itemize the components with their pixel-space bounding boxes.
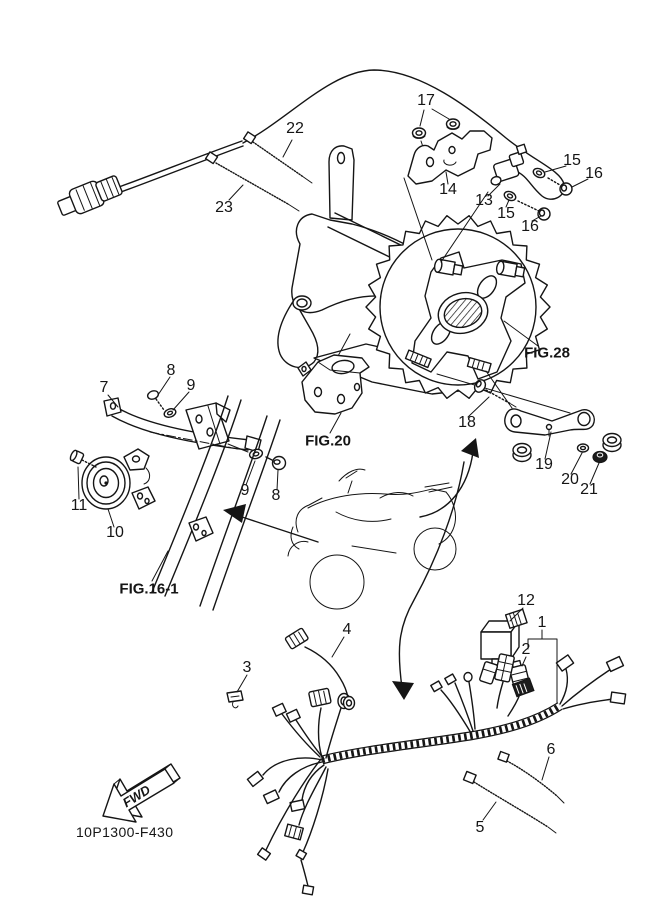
part-label-16: 16 xyxy=(585,165,603,182)
part-label-18: 18 xyxy=(458,414,476,431)
part-label-15: 15 xyxy=(497,205,515,222)
part-label-2: 2 xyxy=(521,641,531,658)
figure-code: 10P1300-F430 xyxy=(76,824,174,840)
part-label-7: 7 xyxy=(99,379,109,396)
part-label-10: 10 xyxy=(106,524,124,541)
part-label-8: 8 xyxy=(271,487,281,504)
part-label-22: 22 xyxy=(286,120,304,137)
figure-ref-fig28: FIG.28 xyxy=(524,344,570,362)
part-label-12: 12 xyxy=(517,592,535,609)
part-label-16: 16 xyxy=(521,218,539,235)
part-label-21: 21 xyxy=(580,481,598,498)
part-label-9: 9 xyxy=(240,482,250,499)
figure-ref-fig20: FIG.20 xyxy=(305,432,351,450)
part-label-11: 11 xyxy=(70,497,88,514)
part-label-9: 9 xyxy=(186,377,196,394)
fwd-label: FWD xyxy=(119,781,153,811)
part-label-20: 20 xyxy=(561,471,579,488)
part-label-13: 13 xyxy=(475,192,493,209)
part-label-1: 1 xyxy=(537,614,547,631)
part-label-3: 3 xyxy=(242,659,252,676)
part-label-23: 23 xyxy=(215,199,233,216)
part-label-17: 17 xyxy=(417,92,435,109)
part-label-5: 5 xyxy=(475,819,485,836)
part-label-14: 14 xyxy=(439,181,457,198)
figure-ref-fig16-1: FIG.16-1 xyxy=(119,580,179,598)
part-label-6: 6 xyxy=(546,741,556,758)
part-label-19: 19 xyxy=(535,456,553,473)
part-label-8: 8 xyxy=(166,362,176,379)
part-label-15: 15 xyxy=(563,152,581,169)
part-label-4: 4 xyxy=(342,621,352,638)
